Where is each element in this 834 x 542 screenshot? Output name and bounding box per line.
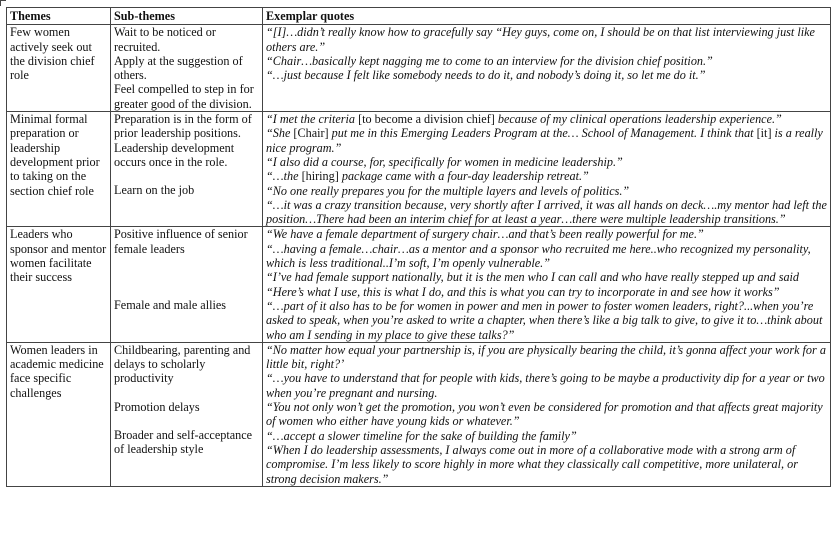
subtheme-item: Childbearing, parenting and delays to scholarly productivity (114, 342, 251, 386)
quote: “When I do leadership assessments, I always come out in more of a collaborative mode with a strong arm of compromise. I’m less likely to score highly in more what they classically call competitive, more unilateral, or strong decision makers.” (266, 442, 798, 486)
subtheme-item: Leadership development occurs once in the role. (114, 140, 235, 169)
quote: “…the [hiring] package came with a four-day leadership retreat.” (266, 169, 589, 184)
quotes-cell (263, 112, 831, 227)
quote: “You not only won’t get the promotion, you won’t even be considered for promotion and that affects great majority of women who either have young kids or whatever.” (266, 400, 823, 429)
subtheme-item: Promotion delays (114, 399, 200, 414)
subtheme-cell (111, 112, 263, 227)
table-row (7, 112, 831, 227)
theme-cell: Leaders who sponsor and mentor women facilitate their success (7, 227, 111, 342)
document-page (6, 7, 830, 487)
table-row (7, 342, 831, 486)
quote: “I also did a course, for, specifically for women in medicine leadership.” (266, 154, 623, 169)
quote: “…having a female…chair…as a mentor and a sponsor who recruited me here..who recognized my personality, which is less traditional..I’m soft, I’m openly vulnerable.” (266, 241, 811, 271)
quote: “No one really prepares you for the multiple layers and levels of politics.” (266, 183, 630, 198)
subtheme-item: Positive influence of senior female leaders (114, 227, 248, 256)
header-row (7, 8, 831, 25)
quotes-cell (263, 342, 831, 486)
header-quotes: Exemplar quotes (263, 8, 831, 25)
subtheme-item: Wait to be noticed or recruited. (114, 25, 216, 54)
quote: “No matter how equal your partnership is, if you are physically bearing the child, it’s gonna affect your work for a little bit, right?’ (266, 342, 826, 372)
quote: “…just because I felt like somebody needs to do it, and nobody’s doing it, so let me do it.” (266, 68, 706, 83)
header-themes: Themes (7, 8, 111, 25)
page-corner-mark (0, 0, 6, 6)
quotes-cell (263, 25, 831, 112)
header-subthemes: Sub-themes (111, 8, 263, 25)
subtheme-cell (111, 25, 263, 112)
theme-cell: Few women actively seek out the division chief role (7, 25, 111, 112)
quote: “She [Chair] put me in this Emerging Leaders Program at the… School of Management. I think that [it] is a really nice program.” (266, 126, 823, 155)
table-row (7, 25, 831, 112)
quote: “…accept a slower timeline for the sake of building the family” (266, 428, 577, 443)
subtheme-item: Feel compelled to step in for greater good of the division. (114, 82, 254, 111)
quote: “[I]…didn’t really know how to gracefully say “Hey guys, come on, I should be on that list interviewing just like others are.” (266, 25, 815, 54)
quote: “I met the criteria [to become a division chief] because of my clinical operations leadership experience.” (266, 112, 782, 127)
quote: “Chair…basically kept nagging me to come to an interview for the division chief position.” (266, 53, 713, 68)
subtheme-item: Broader and self-acceptance of leadership style (114, 428, 253, 457)
quote: “…it was a crazy transition because, very shortly after I arrived, it was all hands on deck….my mentor had left the position…There had been an interim chief for at least a year…there were multiple leadership transitions.” (266, 197, 827, 227)
theme-cell: Women leaders in academic medicine face specific challenges (7, 342, 111, 486)
quote: “I’ve had female support nationally, but it is the men who I can call and who have really stepped up and said “Here’s what I use, this is what I do, and this is what you can try to incorporate in and see how it works” (266, 270, 800, 299)
subtheme-item: Learn on the job (114, 183, 195, 198)
subtheme-cell (111, 227, 263, 342)
subtheme-item: Female and male allies (114, 298, 227, 313)
quote: “We have a female department of surgery chair…and that’s been really powerful for me.” (266, 227, 704, 242)
theme-cell: Minimal formal preparation or leadership development prior to taking on the section chief role (7, 112, 111, 227)
table-row (7, 227, 831, 342)
quote: “…part of it also has to be for women in power and men in power to foster women leaders, right?...when you’re asked to speak, when you’re asked to write a chapter, when there’s like a big talk to give, to give it to…think about who am I sending in my place to give these talks?” (266, 298, 823, 342)
themes-table (6, 7, 831, 487)
subtheme-item: Apply at the suggestion of others. (114, 53, 243, 83)
subtheme-item: Preparation is in the form of prior leadership positions. (114, 112, 252, 141)
subtheme-cell (111, 342, 263, 486)
quotes-cell (263, 227, 831, 342)
quote: “…you have to understand that for people with kids, there’s going to be maybe a productivity dip for a year or two when you’re pregnant and nursing. (266, 371, 825, 400)
